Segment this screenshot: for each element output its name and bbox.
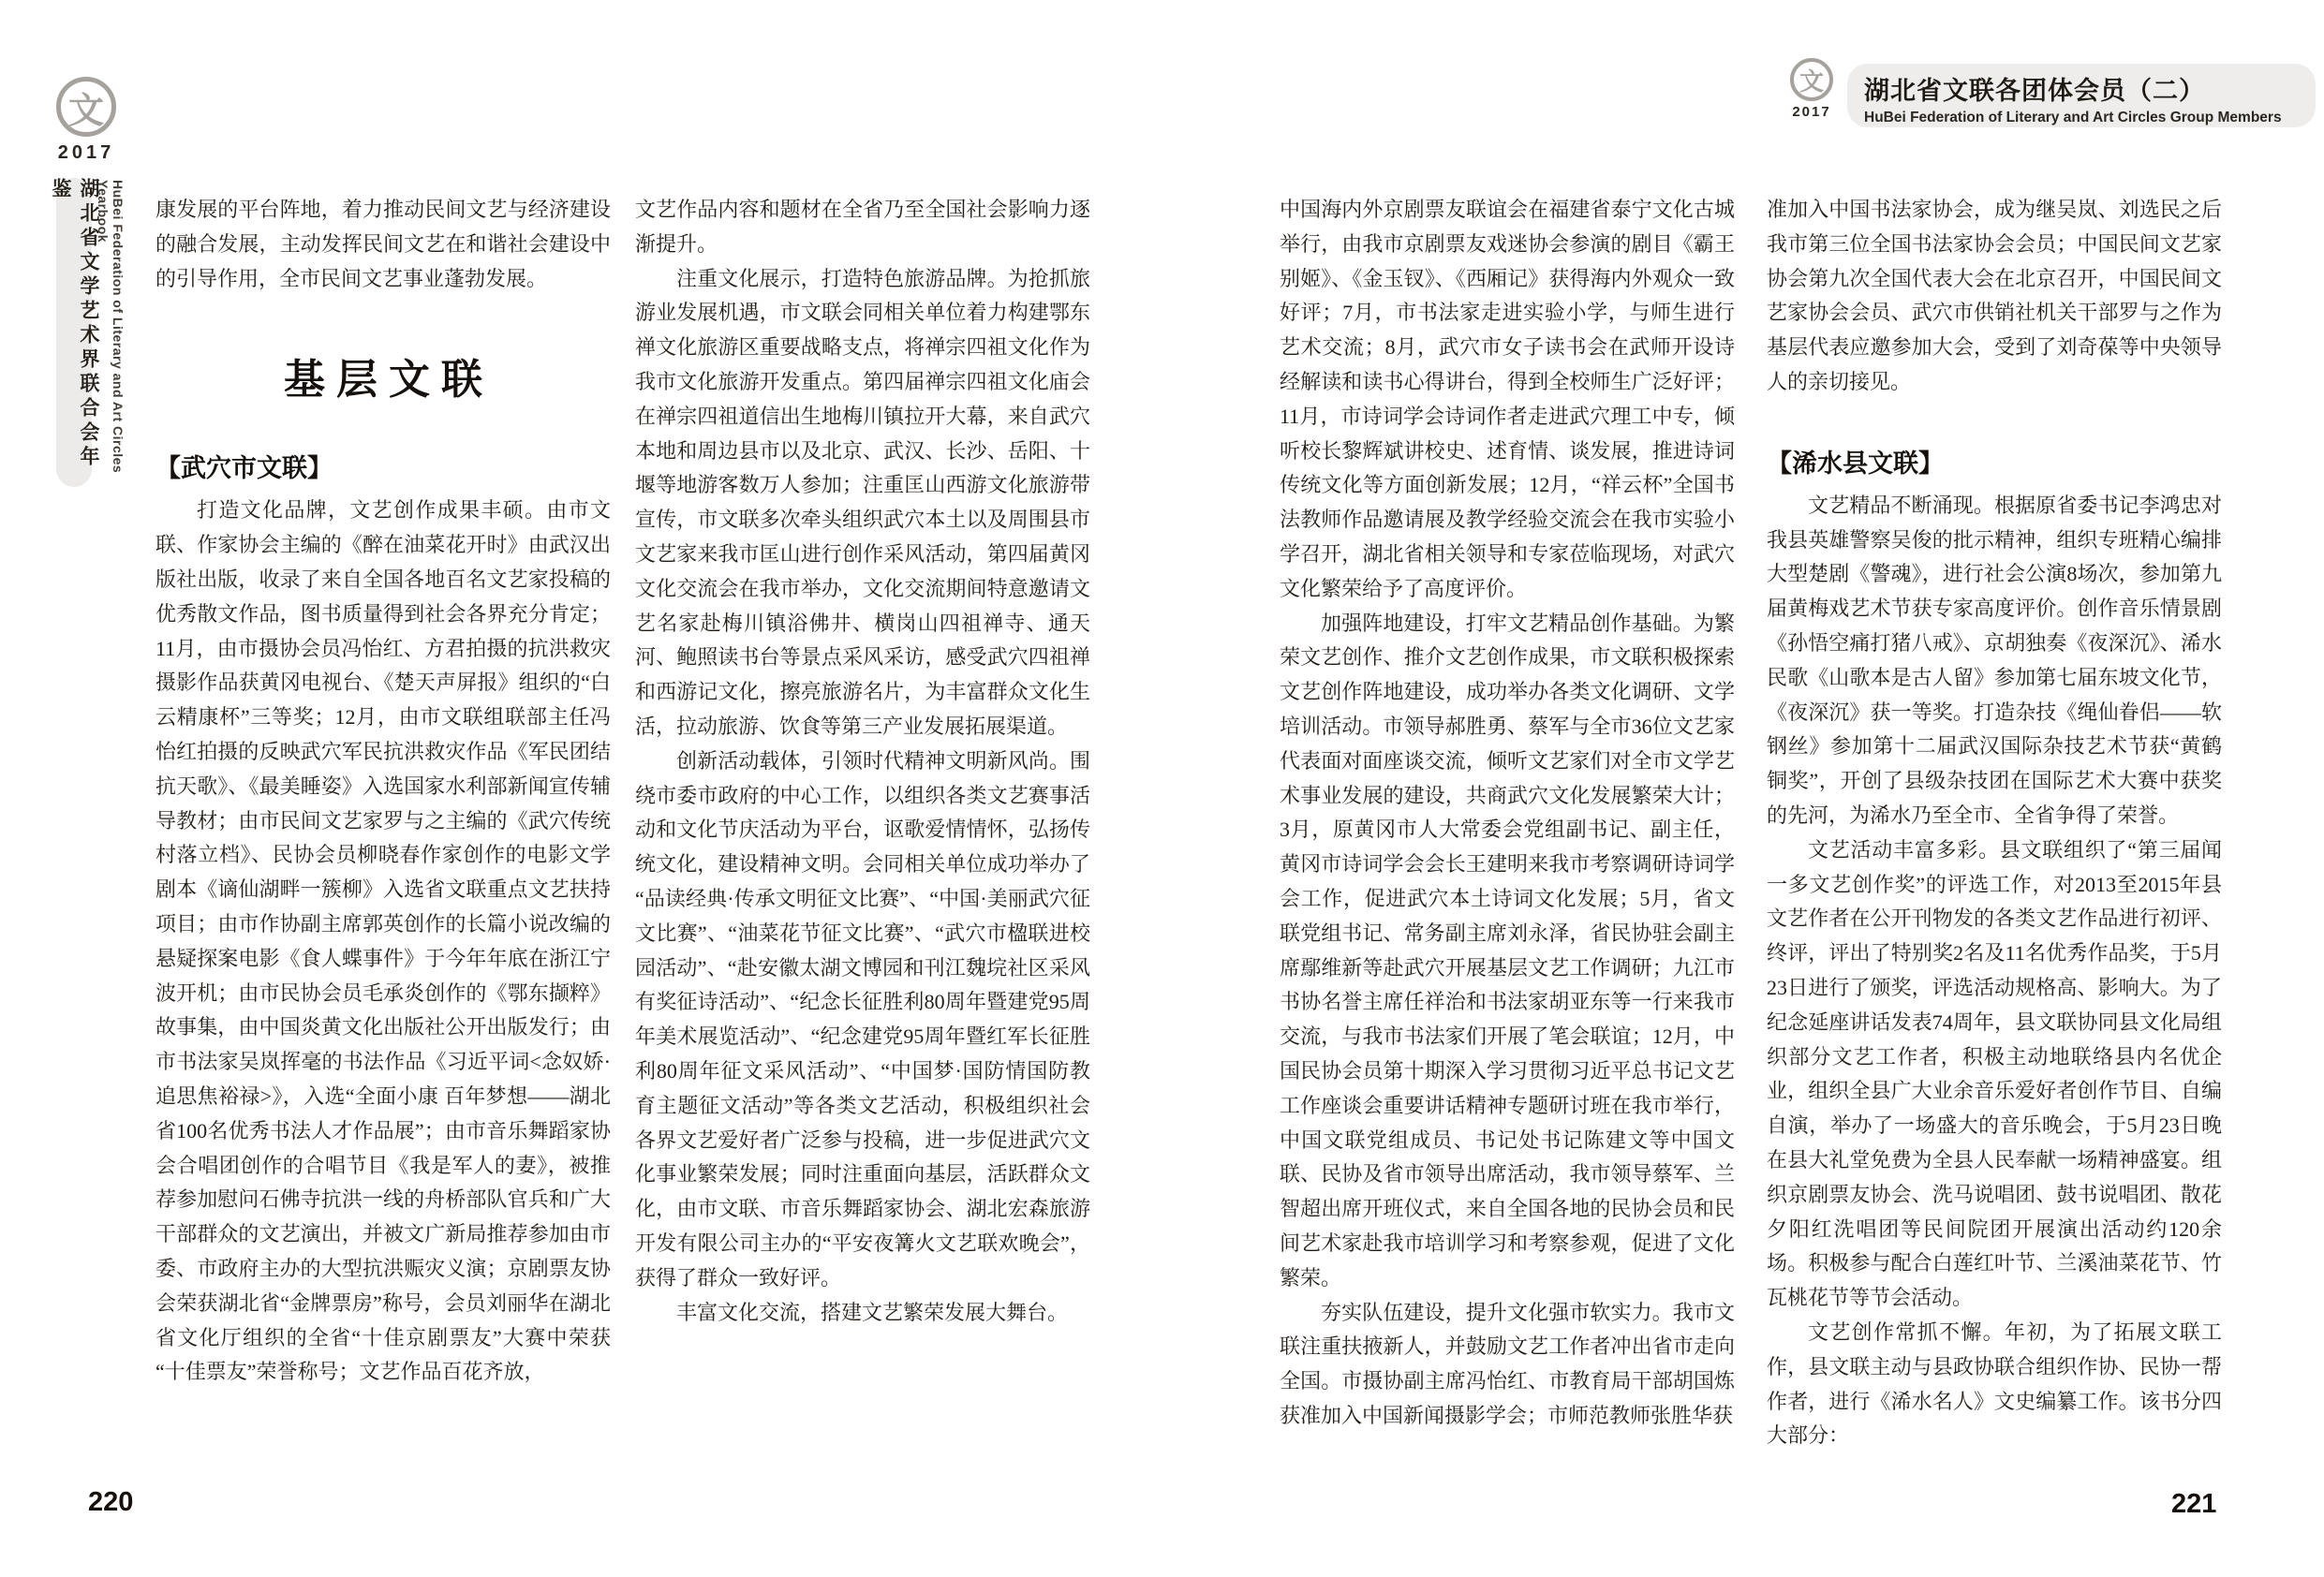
sidebar-vertical-title: 湖北省文学艺术界联合会年鉴 — [50, 178, 99, 470]
logo-glyph: 文 — [1799, 66, 1824, 96]
sidebar-title-band — [50, 178, 99, 487]
header-logo — [1785, 58, 1838, 120]
logo-glyph: 文 — [67, 91, 104, 131]
text-column-right-1 — [1280, 193, 1735, 1434]
header-logo-year: 2017 — [1792, 104, 1831, 120]
paragraph: 文艺精品不断涌现。根据原省委书记李鸿忠对我县英雄警察吴俊的批示精神，组织专班精心编排大型楚剧《警魂》，进行社会公演8场次，参加第九届黄梅戏艺术节获专家高度评价。创作音乐情景剧《孙悟空痛打猪八戒》、京胡独奏《夜深沉》、浠水民歌《山歌本是古人留》参加第七届东坡文化节，《夜深沉》获一等奖。打造杂技《绳仙眷侣——软钢丝》参加第十二届武汉国际杂技艺术节获“黄鹤铜奖”，开创了县级杂技团在国际艺术大赛中获奖的先河，为浠水乃至全市、全省争得了荣誉。 — [1767, 493, 2222, 827]
sidebar-logo — [51, 77, 122, 164]
paragraph: 康发展的平台阵地，着力推动民间文艺与经济建设的融合发展，主动发挥民间文艺在和谐社会建设中的引导作用，全市民间文艺事业蓬勃发展。 — [155, 198, 611, 290]
header-band — [1847, 64, 2316, 127]
sidebar-english-title: HuBei Federation of Literary and Art Circles Yearbook — [96, 180, 126, 474]
paragraph: 文艺活动丰富多彩。县文联组织了“第三届闻一多文艺创作奖”的评选工作，对2013至2015年县文艺作者在公开刊物发的各类文艺作品进行初评、终评，评出了特别奖2名及11名优秀作品奖，于5月23日进行了颁奖，评选活动规格高、影响大。为了纪念延座讲话发表74周年，县文联协同县文化局组织部分文艺工作者，积极主动地联络县内名优企业，组织全县广大业余音乐爱好者创作节目、自编自演，举办了一场盛大的音乐晚会，于5月23日晚在县大礼堂免费为全县人民奉献一场精神盛宴。组织京剧票友协会、洗马说唱团、鼓书说唱团、散花夕阳红洗唱团等民间院团开展演出活动约120余场。积极参与配合白莲红叶节、兰溪油菜花节、竹瓦桃花节等节会活动。 — [1767, 837, 2222, 1310]
section-heading: 基层文联 — [284, 357, 494, 404]
federation-logo-icon — [56, 77, 116, 137]
paragraph: 文艺创作常抓不懈。年初，为了拓展文联工作，县文联主动与县政协联合组织作协、民协一帮作者，进行《浠水名人》文史编纂工作。该书分四大部分： — [1767, 1319, 2222, 1448]
page-number-right: 221 — [2171, 1489, 2217, 1519]
header-subtitle: HuBei Federation of Literary and Art Circles Group Members — [1864, 110, 2282, 125]
paragraph: 文艺作品内容和题材在全省乃至全国社会影响力逐渐提升。 — [635, 198, 1090, 256]
federation-logo-icon — [1790, 58, 1833, 101]
text-column-left-1 — [155, 193, 611, 1390]
text-column-right-2 — [1767, 193, 2222, 1453]
paragraph: 夯实队伍建设，提升文化强市软实力。我市文联注重扶掖新人，并鼓励文艺工作者冲出省市走向全国。市摄协副主席冯怡红、市教育局干部胡国炼获准加入中国新闻摄影学会；市师范教师张胜华获 — [1280, 1300, 1735, 1427]
paragraph: 加强阵地建设，打牢文艺精品创作基础。为繁荣文艺创作、推介文艺创作成果，市文联积极探索文艺创作阵地建设，成功举办各类文化调研、文学培训活动。市领导郝胜勇、蔡军与全市36位文艺家代表面对面座谈交流，倾听文艺家们对全市文学艺术事业发展的建设，共商武穴文化发展繁荣大计；3月，原黄冈市人大常委会党组副书记、副主任，黄冈市诗词学会会长王建明来我市考察调研诗词学会工作，促进武穴本土诗词文化发展；5月，省文联党组书记、常务副主席刘永泽，省民协驻会副主席鄢维新等赴武穴开展基层文艺工作调研；九江市书协名誉主席任祥治和书法家胡亚东等一行来我市交流，与我市书法家们开展了笔会联谊；12月，中国民协会员第十期深入学习贯彻习近平总书记文艺工作座谈会重要讲话精神专题研讨班在我市举行，中国文联党组成员、书记处书记陈建文等中国文联、民协及省市领导出席活动，我市领导蔡军、兰智超出席开班仪式，来自全国各地的民协会员和民间艺术家赴我市培训学习和考察参观，促进了文化繁荣。 — [1280, 611, 1735, 1290]
paragraph: 创新活动载体，引领时代精神文明新风尚。围绕市委市政府的中心工作，以组织各类文艺赛事活动和文化节庆活动为平台，讴歌爱情情怀，弘扬传统文化，建设精神文明。会同相关单位成功举办了“品读经典·传承文明征文比赛”、“中国·美丽武穴征文比赛”、“油菜花节征文比赛”、“武穴市楹联进校园活动”、“赴安徽太湖文博园和刊江魏垸社区采风有奖征诗活动”、“纪念长征胜利80周年暨建党95周年美术展览活动”、“纪念建党95周年暨红军长征胜利80周年征文采风活动”、“中国梦·国防情国防教育主题征文活动”等各类文艺活动，积极组织社会各界文艺爱好者广泛参与投稿，进一步促进武穴文化事业繁荣发展；同时注重面向基层，活跃群众文化，由市文联、市音乐舞蹈家协会、湖北宏森旅游开发有限公司主办的“平安夜篝火文艺联欢晚会”，获得了群众一致好评。 — [635, 748, 1090, 1290]
paragraph: 注重文化展示，打造特色旅游品牌。为抢抓旅游业发展机遇，市文联会同相关单位着力构建鄂东禅文化旅游区重要战略支点，将禅宗四祖文化作为我市文化旅游开发重点。第四届禅宗四祖文化庙会在禅宗四祖道信出生地梅川镇拉开大幕，来自武穴本地和周边县市以及北京、武汉、长沙、岳阳、十堰等地游客数万人参加；注重匡山西游文化旅游带宣传，市文联多次牵头组织武穴本土以及周围县市文艺家来我市匡山进行创作采风活动，第四届黄冈文化交流会在我市举办，文化交流期间特意邀请文艺名家赴梅川镇浴佛井、横岗山四祖禅寺、通天河、鲍照读书台等景点采风采访，感受武穴四祖禅和西游记文化，擦亮旅游名片，为丰富群众文化生活，拉动旅游、饮食等第三产业发展拓展渠道。 — [635, 266, 1090, 738]
header-title: 湖北省文联各团体会员（二） — [1864, 77, 2205, 105]
paragraph: 打造文化品牌，文艺创作成果丰硕。由市文联、作家协会主编的《醉在油菜花开时》由武汉出版社出版，收录了来自全国各地百名文艺家投稿的优秀散文作品，图书质量得到社会各界充分肯定；11月，由市摄协会员冯怡红、方君拍摄的抗洪救灾摄影作品获黄冈电视台、《楚天声屏报》组织的“白云精康杯”三等奖；12月，由市文联组联部主任冯怡红拍摄的反映武穴军民抗洪救灾作品《军民团结抗天歌》、《最美睡姿》入选国家水利部新闻宣传辅导教材；由市民间文艺家罗与之主编的《武穴传统村落立档》、民协会员柳晓春作家创作的电影文学剧本《谪仙湖畔一簇柳》入选省文联重点文艺扶持项目；由市作协副主席郭英创作的长篇小说改编的悬疑探案电影《食人蝶事件》于今年年底在浙江宁波开机；由市民协会员毛承炎创作的《鄂东撷粹》故事集，由中国炎黄文化出版社公开出版发行；由市书法家吴岚挥毫的书法作品《习近平词<念奴娇·追思焦裕禄>》，入选“全面小康 百年梦想——湖北省100名优秀书法人才作品展”；由市音乐舞蹈家协会合唱团创作的合唱节目《我是军人的妻》，被推荐参加慰问石佛寺抗洪一线的舟桥部队官兵和广大干部群众的文艺演出，并被文广新局推荐参加由市委、市政府主办的大型抗洪赈灾义演；京剧票友协会荣获湖北省“金牌票房”称号，会员刘丽华在湖北省文化厅组织的全省“十佳京剧票友”大赛中荣获“十佳票友”荣誉称号；文艺作品百花齐放， — [155, 498, 611, 1384]
entry-heading: 【武穴市文联】 — [155, 454, 333, 483]
sidebar-logo-year: 2017 — [57, 142, 115, 163]
paragraph: 中国海内外京剧票友联谊会在福建省泰宁文化古城举行，由我市京剧票友戏迷协会参演的剧目《霸王别姬》、《金玉钗》、《西厢记》获得海内外观众一致好评；7月，市书法家走进实验小学，与师生进行艺术交流；8月，武穴市女子读书会在武师开设诗经解读和读书心得讲台，得到全校师生广泛好评；11月，市诗词学会诗词作者走进武穴理工中专，倾听校长黎辉斌讲校史、述育情、谈发展，推进诗词传统文化等方面创新发展；12月，“祥云杯”全国书法教师作品邀请展及教学经验交流会在我市实验小学召开，湖北省相关领导和专家莅临现场，对武穴文化繁荣给予了高度评价。 — [1280, 198, 1735, 600]
paragraph: 丰富文化交流，搭建文艺繁荣发展大舞台。 — [676, 1300, 1069, 1324]
page-number-left: 220 — [88, 1487, 134, 1517]
paragraph: 准加入中国书法家协会，成为继吴岚、刘选民之后我市第三位全国书法家协会会员；中国民间文艺家协会第九次全国代表大会在北京召开，中国民间文艺家协会会员、武穴市供销社机关干部罗与之作为基层代表应邀参加大会，受到了刘奇葆等中央领导人的亲切接见。 — [1767, 198, 2222, 393]
text-column-left-2 — [635, 193, 1090, 1330]
entry-heading: 【浠水县文联】 — [1767, 449, 1944, 478]
